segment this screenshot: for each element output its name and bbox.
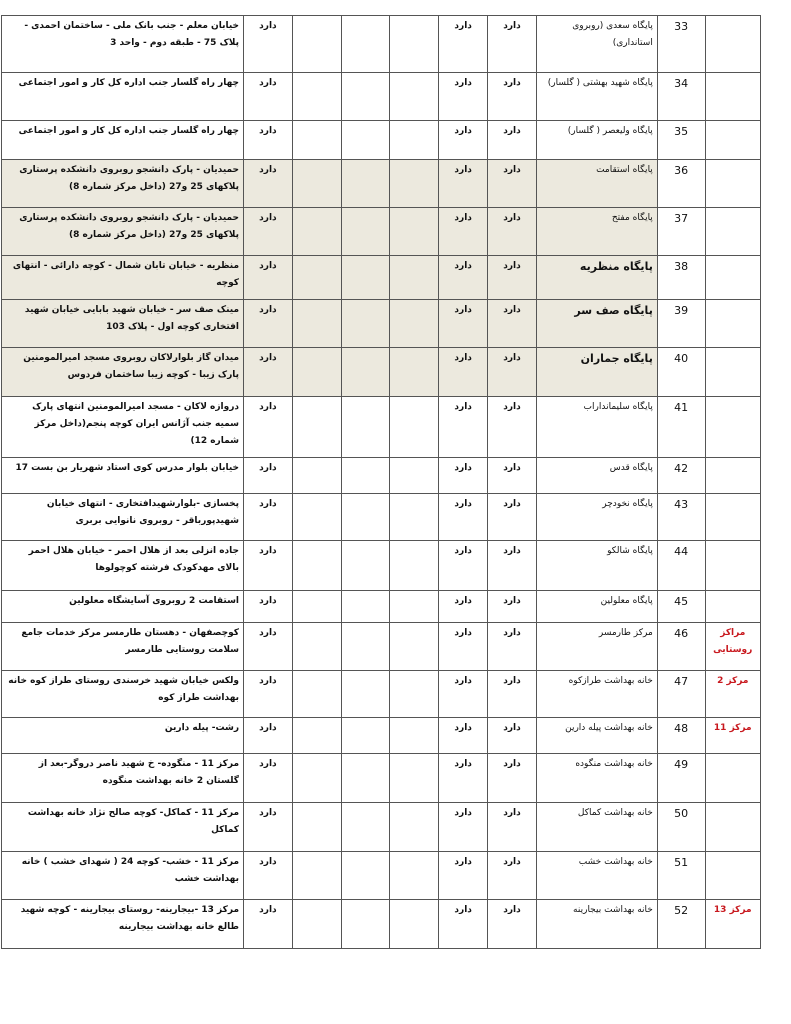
- status-cell-3: [390, 754, 439, 803]
- row-number-cell: 47: [657, 671, 705, 718]
- status-cell-5: [292, 121, 341, 160]
- status-cell-2: دارد: [439, 458, 488, 494]
- region-cell: [705, 754, 760, 803]
- status-cell-2: دارد: [439, 718, 488, 754]
- region-cell: [705, 73, 760, 121]
- status-cell-1: دارد: [488, 591, 537, 623]
- status-cell-6: دارد: [244, 754, 293, 803]
- status-cell-6: دارد: [244, 541, 293, 591]
- status-cell-4: [341, 208, 390, 256]
- facility-name-cell: پایگاه معلولین: [536, 591, 657, 623]
- status-cell-5: [292, 541, 341, 591]
- status-cell-4: [341, 591, 390, 623]
- status-cell-5: [292, 623, 341, 671]
- facility-name-cell: پایگاه جماران: [536, 348, 657, 397]
- status-cell-5: [292, 591, 341, 623]
- region-cell: مرکز 2: [705, 671, 760, 718]
- facility-name-cell: پایگاه سعدی (روبروی استانداری): [536, 16, 657, 73]
- region-cell: مراکز روستایی: [705, 623, 760, 671]
- region-cell: [705, 160, 760, 208]
- status-cell-5: [292, 671, 341, 718]
- address-cell: مرکز 11 - خشب- کوچه 24 ( شهدای خشب ) خانه بهداشت خشب: [2, 852, 244, 900]
- facility-name-cell: پایگاه منظریه: [536, 256, 657, 300]
- table-row: [2, 541, 761, 591]
- status-cell-2: دارد: [439, 754, 488, 803]
- status-cell-4: [341, 900, 390, 949]
- status-cell-2: دارد: [439, 852, 488, 900]
- row-number-cell: 34: [657, 73, 705, 121]
- row-number-cell: 50: [657, 803, 705, 852]
- facility-name-cell: پایگاه سلیمانداراب: [536, 397, 657, 458]
- status-cell-4: [341, 348, 390, 397]
- status-cell-3: [390, 256, 439, 300]
- status-cell-2: دارد: [439, 121, 488, 160]
- region-cell: [705, 397, 760, 458]
- table-row: [2, 160, 761, 208]
- status-cell-1: دارد: [488, 348, 537, 397]
- address-cell: چهار راه گلسار جنب اداره کل کار و امور اجتماعی: [2, 73, 244, 121]
- status-cell-6: دارد: [244, 623, 293, 671]
- facilities-table: [1, 15, 761, 949]
- row-number-cell: 39: [657, 300, 705, 348]
- row-number-cell: 41: [657, 397, 705, 458]
- status-cell-3: [390, 900, 439, 949]
- region-cell: [705, 121, 760, 160]
- table-row: [2, 718, 761, 754]
- status-cell-6: دارد: [244, 458, 293, 494]
- status-cell-1: دارد: [488, 623, 537, 671]
- status-cell-6: دارد: [244, 852, 293, 900]
- status-cell-5: [292, 208, 341, 256]
- status-cell-1: دارد: [488, 208, 537, 256]
- status-cell-4: [341, 73, 390, 121]
- facility-name-cell: خانه بهداشت بیجارینه: [536, 900, 657, 949]
- status-cell-5: [292, 494, 341, 541]
- status-cell-3: [390, 803, 439, 852]
- status-cell-1: دارد: [488, 803, 537, 852]
- address-cell: خیابان معلم - جنب بانک ملی - ساختمان احمدی - پلاک 75 - طبقه دوم - واحد 3: [2, 16, 244, 73]
- table-body: [2, 16, 761, 949]
- status-cell-1: دارد: [488, 852, 537, 900]
- status-cell-3: [390, 16, 439, 73]
- address-cell: مینک صف سر - خیابان شهید بابایی خیابان شهید افتخاری کوچه اول - پلاک 103: [2, 300, 244, 348]
- status-cell-3: [390, 348, 439, 397]
- row-number-cell: 35: [657, 121, 705, 160]
- row-number-cell: 44: [657, 541, 705, 591]
- row-number-cell: 43: [657, 494, 705, 541]
- status-cell-3: [390, 718, 439, 754]
- status-cell-2: دارد: [439, 671, 488, 718]
- status-cell-5: [292, 852, 341, 900]
- status-cell-3: [390, 208, 439, 256]
- facility-name-cell: خانه بهداشت منگوده: [536, 754, 657, 803]
- status-cell-4: [341, 623, 390, 671]
- status-cell-3: [390, 160, 439, 208]
- status-cell-5: [292, 397, 341, 458]
- status-cell-3: [390, 494, 439, 541]
- status-cell-5: [292, 300, 341, 348]
- status-cell-5: [292, 718, 341, 754]
- status-cell-2: دارد: [439, 256, 488, 300]
- status-cell-3: [390, 121, 439, 160]
- facility-name-cell: پایگاه استقامت: [536, 160, 657, 208]
- status-cell-2: دارد: [439, 73, 488, 121]
- table-row: [2, 348, 761, 397]
- status-cell-6: دارد: [244, 256, 293, 300]
- table-row: [2, 300, 761, 348]
- region-cell: [705, 256, 760, 300]
- row-number-cell: 37: [657, 208, 705, 256]
- status-cell-5: [292, 803, 341, 852]
- status-cell-4: [341, 718, 390, 754]
- table-row: [2, 900, 761, 949]
- status-cell-4: [341, 852, 390, 900]
- table-row: [2, 256, 761, 300]
- table-row: [2, 671, 761, 718]
- status-cell-2: دارد: [439, 348, 488, 397]
- address-cell: حمیدیان - پارک دانشجو روبروی دانشکده پرستاری پلاکهای 25 و27 (داخل مرکز شماره 8): [2, 208, 244, 256]
- status-cell-4: [341, 397, 390, 458]
- row-number-cell: 51: [657, 852, 705, 900]
- status-cell-1: دارد: [488, 458, 537, 494]
- table-row: [2, 803, 761, 852]
- status-cell-3: [390, 852, 439, 900]
- status-cell-1: دارد: [488, 121, 537, 160]
- region-cell: [705, 458, 760, 494]
- status-cell-1: دارد: [488, 900, 537, 949]
- table-row: [2, 397, 761, 458]
- status-cell-6: دارد: [244, 803, 293, 852]
- status-cell-4: [341, 256, 390, 300]
- status-cell-4: [341, 541, 390, 591]
- address-cell: میدان گاز بلوارلاکان روبروی مسجد امیرالمومنین پارک زیبا - کوچه زیبا ساختمان فردوس: [2, 348, 244, 397]
- status-cell-4: [341, 160, 390, 208]
- facility-name-cell: خانه بهداشت پیله دارین: [536, 718, 657, 754]
- region-cell: [705, 541, 760, 591]
- address-cell: خیابان بلوار مدرس کوی استاد شهریار بن بست 17: [2, 458, 244, 494]
- address-cell: چهار راه گلسار جنب اداره کل کار و امور اجتماعی: [2, 121, 244, 160]
- status-cell-1: دارد: [488, 754, 537, 803]
- status-cell-4: [341, 121, 390, 160]
- status-cell-6: دارد: [244, 121, 293, 160]
- address-cell: ولکس خیابان شهید خرسندی روستای طراز کوه خانه بهداشت طراز کوه: [2, 671, 244, 718]
- status-cell-1: دارد: [488, 256, 537, 300]
- row-number-cell: 49: [657, 754, 705, 803]
- status-cell-6: دارد: [244, 494, 293, 541]
- table-row: [2, 591, 761, 623]
- table-row: [2, 754, 761, 803]
- status-cell-1: دارد: [488, 16, 537, 73]
- region-cell: مرکز 11: [705, 718, 760, 754]
- region-cell: [705, 208, 760, 256]
- status-cell-1: دارد: [488, 494, 537, 541]
- status-cell-3: [390, 300, 439, 348]
- status-cell-3: [390, 541, 439, 591]
- row-number-cell: 33: [657, 16, 705, 73]
- status-cell-5: [292, 348, 341, 397]
- facility-name-cell: پایگاه صف سر: [536, 300, 657, 348]
- status-cell-1: دارد: [488, 671, 537, 718]
- status-cell-2: دارد: [439, 623, 488, 671]
- table-row: [2, 852, 761, 900]
- region-cell: [705, 803, 760, 852]
- status-cell-4: [341, 754, 390, 803]
- status-cell-6: دارد: [244, 348, 293, 397]
- status-cell-2: دارد: [439, 900, 488, 949]
- status-cell-2: دارد: [439, 300, 488, 348]
- address-cell: استقامت 2 روبروی آسایشگاه معلولین: [2, 591, 244, 623]
- status-cell-4: [341, 458, 390, 494]
- facility-name-cell: خانه بهداشت خشب: [536, 852, 657, 900]
- status-cell-1: دارد: [488, 718, 537, 754]
- status-cell-2: دارد: [439, 494, 488, 541]
- table-row: [2, 73, 761, 121]
- row-number-cell: 48: [657, 718, 705, 754]
- status-cell-2: دارد: [439, 160, 488, 208]
- table-row: [2, 494, 761, 541]
- status-cell-3: [390, 73, 439, 121]
- address-cell: دروازه لاکان - مسجد امیرالمومنین انتهای پارک سمیه جنب آژانس ایران کوچه پنجم(داخل مرکز شماره 12): [2, 397, 244, 458]
- status-cell-4: [341, 803, 390, 852]
- facility-name-cell: خانه بهداشت طرازکوه: [536, 671, 657, 718]
- address-cell: مرکز 13 -بیجارینه- روستای بیجارینه - کوچه شهید طالع خانه بهداشت بیجارینه: [2, 900, 244, 949]
- facility-name-cell: پایگاه شهید بهشتی ( گلسار): [536, 73, 657, 121]
- status-cell-2: دارد: [439, 541, 488, 591]
- status-cell-6: دارد: [244, 718, 293, 754]
- status-cell-5: [292, 458, 341, 494]
- row-number-cell: 45: [657, 591, 705, 623]
- status-cell-2: دارد: [439, 16, 488, 73]
- facility-name-cell: خانه بهداشت کماکل: [536, 803, 657, 852]
- facility-name-cell: پایگاه قدس: [536, 458, 657, 494]
- status-cell-6: دارد: [244, 591, 293, 623]
- row-number-cell: 46: [657, 623, 705, 671]
- status-cell-3: [390, 623, 439, 671]
- status-cell-4: [341, 16, 390, 73]
- status-cell-1: دارد: [488, 300, 537, 348]
- address-cell: مرکز 11 - کماکل- کوچه صالح نژاد خانه بهداشت کماکل: [2, 803, 244, 852]
- row-number-cell: 42: [657, 458, 705, 494]
- status-cell-6: دارد: [244, 208, 293, 256]
- row-number-cell: 40: [657, 348, 705, 397]
- status-cell-4: [341, 300, 390, 348]
- facility-name-cell: پایگاه شالکو: [536, 541, 657, 591]
- status-cell-2: دارد: [439, 591, 488, 623]
- address-cell: رشت- پیله دارین: [2, 718, 244, 754]
- status-cell-5: [292, 16, 341, 73]
- address-cell: پخسازی -بلوارشهیدافتخاری - انتهای خیابان شهیدپورباقر - روبروی نانوایی بربری: [2, 494, 244, 541]
- region-cell: [705, 300, 760, 348]
- region-cell: [705, 494, 760, 541]
- status-cell-3: [390, 458, 439, 494]
- address-cell: منظریه - خیابان تابان شمال - کوچه دارائی - انتهای کوچه: [2, 256, 244, 300]
- table-row: [2, 16, 761, 73]
- status-cell-6: دارد: [244, 300, 293, 348]
- status-cell-6: دارد: [244, 73, 293, 121]
- row-number-cell: 38: [657, 256, 705, 300]
- status-cell-1: دارد: [488, 160, 537, 208]
- facility-name-cell: پایگاه نخودچر: [536, 494, 657, 541]
- row-number-cell: 36: [657, 160, 705, 208]
- status-cell-2: دارد: [439, 803, 488, 852]
- status-cell-6: دارد: [244, 900, 293, 949]
- region-cell: [705, 348, 760, 397]
- address-cell: جاده انزلی بعد از هلال احمر - خیابان هلال احمر بالای مهدکودک فرشته کوچولوها: [2, 541, 244, 591]
- status-cell-1: دارد: [488, 397, 537, 458]
- region-cell: [705, 591, 760, 623]
- status-cell-6: دارد: [244, 671, 293, 718]
- status-cell-3: [390, 591, 439, 623]
- region-cell: مرکز 13: [705, 900, 760, 949]
- status-cell-4: [341, 671, 390, 718]
- facility-name-cell: پایگاه ولیعصر ( گلسار): [536, 121, 657, 160]
- status-cell-5: [292, 256, 341, 300]
- status-cell-5: [292, 754, 341, 803]
- status-cell-6: دارد: [244, 397, 293, 458]
- address-cell: مرکز 11 - منگوده- خ شهید ناصر دروگر-بعد از گلستان 2 خانه بهداشت منگوده: [2, 754, 244, 803]
- status-cell-6: دارد: [244, 16, 293, 73]
- table-row: [2, 121, 761, 160]
- table-row: [2, 208, 761, 256]
- status-cell-3: [390, 397, 439, 458]
- region-cell: [705, 16, 760, 73]
- status-cell-1: دارد: [488, 541, 537, 591]
- status-cell-2: دارد: [439, 397, 488, 458]
- address-cell: کوچصفهان - دهستان طارمسر مرکز خدمات جامع سلامت روستایی طارمسر: [2, 623, 244, 671]
- status-cell-4: [341, 494, 390, 541]
- status-cell-5: [292, 900, 341, 949]
- address-cell: حمیدیان - پارک دانشجو روبروی دانشکده پرستاری پلاکهای 25 و27 (داخل مرکز شماره 8): [2, 160, 244, 208]
- status-cell-6: دارد: [244, 160, 293, 208]
- table-row: [2, 623, 761, 671]
- status-cell-2: دارد: [439, 208, 488, 256]
- status-cell-3: [390, 671, 439, 718]
- facility-name-cell: پایگاه مفتح: [536, 208, 657, 256]
- table-row: [2, 458, 761, 494]
- status-cell-5: [292, 73, 341, 121]
- region-cell: [705, 852, 760, 900]
- status-cell-5: [292, 160, 341, 208]
- status-cell-1: دارد: [488, 73, 537, 121]
- row-number-cell: 52: [657, 900, 705, 949]
- facility-name-cell: مرکز طارمسر: [536, 623, 657, 671]
